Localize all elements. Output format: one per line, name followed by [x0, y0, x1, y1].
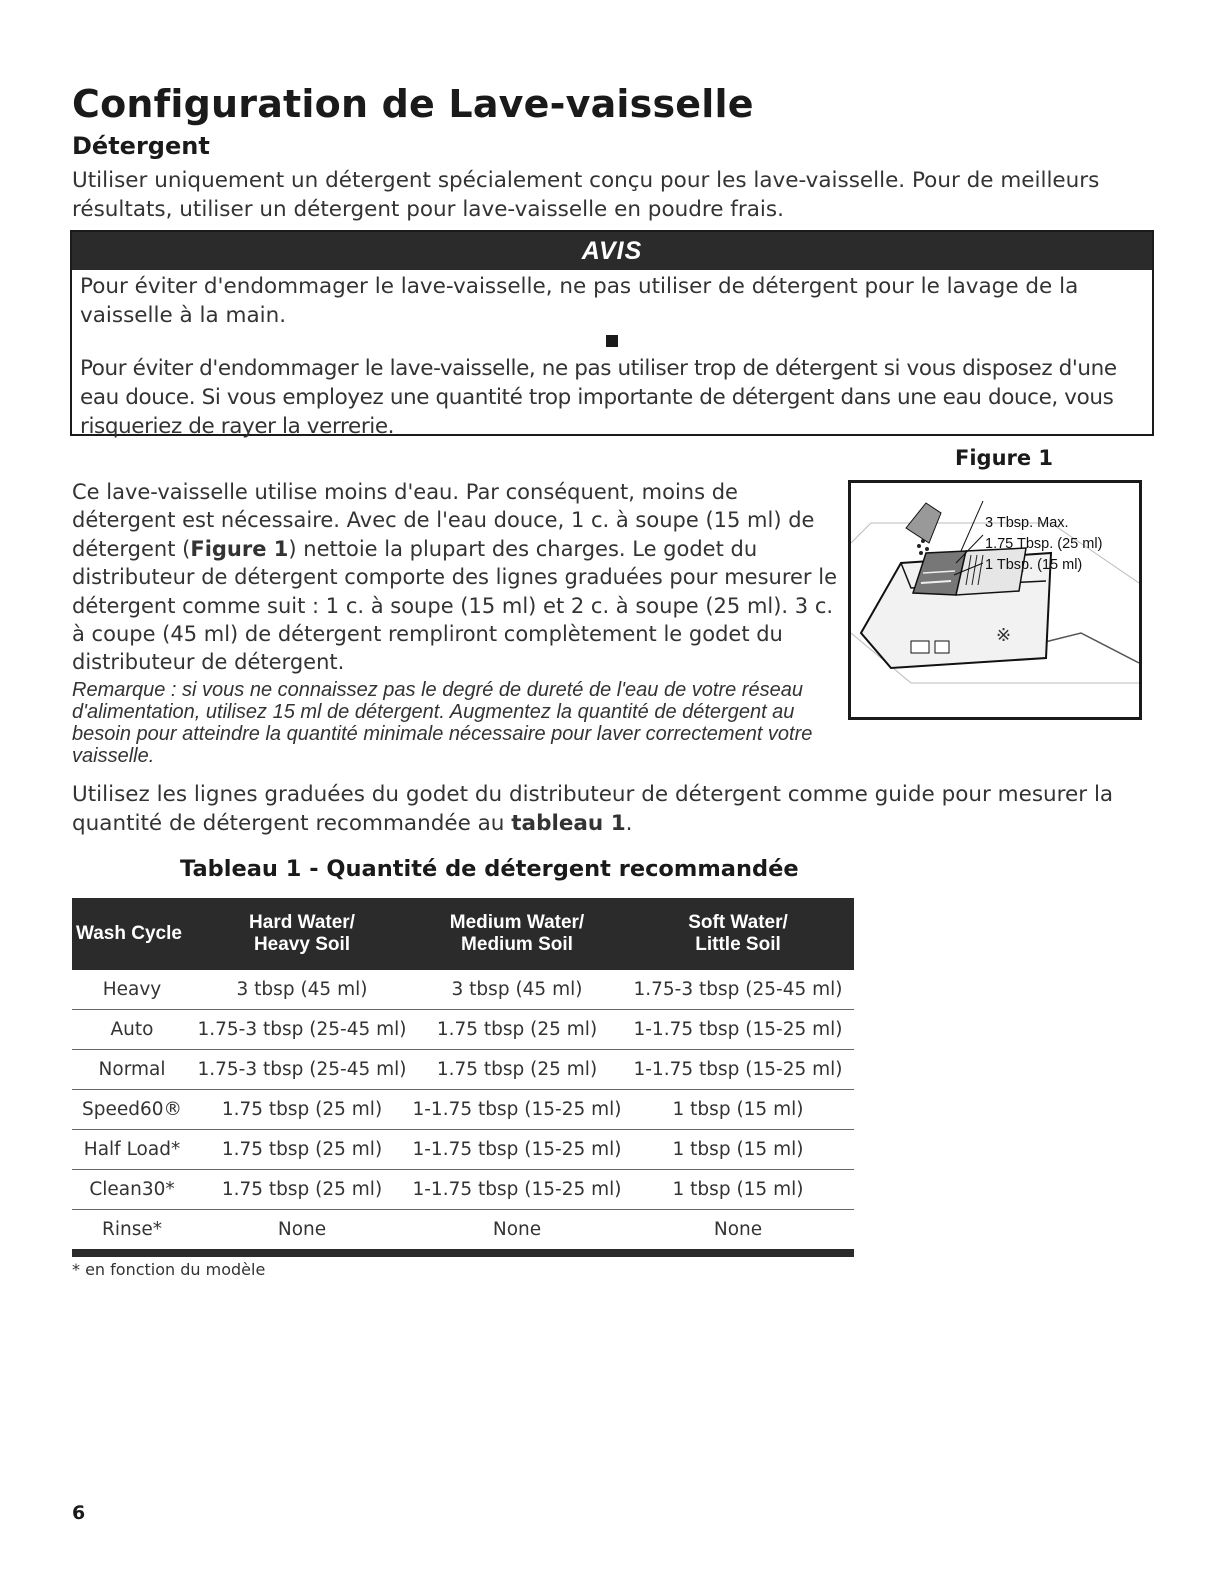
table-row: [72, 1050, 854, 1090]
cell-soft: 1 tbsp (15 ml): [622, 1130, 854, 1170]
cell-medium: None: [492, 1219, 542, 1240]
table-row: [72, 1010, 854, 1050]
figure-reference: Figure 1: [190, 536, 289, 561]
table-header-row: [72, 898, 854, 970]
table-bottom-rule: [72, 1249, 854, 1257]
table-reference-paragraph: [72, 780, 1162, 838]
cell-soft: None: [713, 1219, 763, 1240]
cell-soft: 1 tbsp (15 ml): [622, 1090, 854, 1130]
table-row: [72, 1170, 854, 1210]
intro-paragraph: Utiliser uniquement un détergent spécialement conçu pour les lave-vaisselle. Pour de meilleurs résultats, utiliser un détergent pour lave-vaisselle en poudre frais.: [72, 168, 1100, 222]
figure-line-3: 1 Tbsp. (15 ml): [985, 557, 1083, 573]
cell-soft: 1.75-3 tbsp (25-45 ml): [622, 970, 854, 1010]
body-text-part-1: Ce lave-vaisselle utilise moins d'eau. Par conséquent, moins de détergent est nécessaire. Avec de l'eau douce, 1 c. à soupe (15 ml) de détergent (: [72, 480, 815, 561]
header-medium-water: Medium Water/ Medium Soil: [412, 898, 622, 970]
header-hard-water: Hard Water/ Heavy Soil: [192, 898, 412, 970]
notice-item-2: Pour éviter d'endommager le lave-vaisselle, ne pas utiliser trop de détergent si vous disposez d'une eau douce. Si vous employez une quantité trop importante de détergent dans une eau douce, vous risqueriez de rayer la verrerie.: [80, 356, 1117, 439]
cell-cycle: Clean30*: [72, 1170, 192, 1210]
cell-cycle: Normal: [72, 1050, 192, 1090]
figure-line-2: 1.75 Tbsp. (25 ml): [985, 536, 1103, 552]
figure-1-illustration: [848, 480, 1142, 720]
cell-hard: 1.75 tbsp (25 ml): [192, 1130, 412, 1170]
table-title: Tableau 1 - Quantité de détergent recommandée: [180, 856, 799, 882]
svg-text:※: ※: [996, 625, 1012, 646]
header-soft-water: Soft Water/ Little Soil: [622, 898, 854, 970]
body-text-part-2: ) nettoie la plupart des charges. Le godet du distributeur de détergent comporte des lignes graduées pour mesurer le détergent comme suit : 1 c. à soupe (15 ml) et 2 c. à soupe (25 ml). 3 c. à coupe (45 ml) de détergent rempliront complètement le godet du distributeur de détergent.: [72, 536, 837, 675]
cell-medium: 1-1.75 tbsp (15-25 ml): [412, 1090, 622, 1130]
cell-cycle: Half Load*: [72, 1130, 192, 1170]
cell-hard: 1.75-3 tbsp (25-45 ml): [192, 1050, 412, 1090]
notice-item-1: Pour éviter d'endommager le lave-vaisselle, ne pas utiliser de détergent pour le lavage de la vaisselle à la main.: [80, 274, 1079, 328]
notice-separator: [72, 332, 1152, 354]
table-reference: tableau 1: [511, 811, 626, 836]
body-paragraph: [72, 478, 842, 677]
figure-line-1: 3 Tbsp. Max.: [985, 515, 1069, 531]
table-row: [72, 1210, 854, 1250]
square-bullet-icon: [606, 335, 618, 347]
cell-medium: 1.75 tbsp (25 ml): [412, 1050, 622, 1090]
notice-box: [70, 230, 1154, 439]
cell-cycle: Heavy: [72, 970, 192, 1010]
cell-medium: 1.75 tbsp (25 ml): [412, 1010, 622, 1050]
cell-medium: 1-1.75 tbsp (15-25 ml): [412, 1170, 622, 1210]
detergent-table: [72, 898, 854, 1257]
table-row: [72, 970, 854, 1010]
cell-cycle: Speed60®: [72, 1090, 192, 1130]
page-title: Configuration de Lave-vaisselle: [72, 82, 754, 126]
cell-soft: 1 tbsp (15 ml): [622, 1170, 854, 1210]
cell-soft: 1-1.75 tbsp (15-25 ml): [622, 1050, 854, 1090]
table-row: [72, 1130, 854, 1170]
cell-hard: 1.75 tbsp (25 ml): [192, 1090, 412, 1130]
after-text: Utilisez les lignes graduées du godet du distributeur de détergent comme guide pour mesurer la quantité de détergent recommandée au: [72, 782, 1114, 836]
cell-medium: 3 tbsp (45 ml): [412, 970, 622, 1010]
cell-cycle: Rinse*: [102, 1219, 162, 1240]
figure-label: Figure 1: [955, 446, 1054, 470]
cell-hard: 1.75-3 tbsp (25-45 ml): [192, 1010, 412, 1050]
notice-heading: AVIS: [72, 232, 1152, 270]
cell-medium: 1-1.75 tbsp (15-25 ml): [412, 1130, 622, 1170]
cell-hard: None: [277, 1219, 327, 1240]
after-text-end: .: [625, 811, 633, 836]
detergent-dispenser-drawing: [851, 483, 1139, 717]
footnote: * en fonction du modèle: [72, 1260, 266, 1279]
cell-cycle: Auto: [72, 1010, 192, 1050]
cell-hard: 3 tbsp (45 ml): [192, 970, 412, 1010]
cell-soft: 1-1.75 tbsp (15-25 ml): [622, 1010, 854, 1050]
page-number: 6: [72, 1502, 86, 1524]
cell-hard: 1.75 tbsp (25 ml): [192, 1170, 412, 1210]
table-row: [72, 1090, 854, 1130]
section-title: Détergent: [72, 132, 210, 160]
header-wash-cycle: Wash Cycle: [72, 898, 192, 970]
remark-note: Remarque : si vous ne connaissez pas le degré de dureté de l'eau de votre réseau d'alimentation, utilisez 15 ml de détergent. Augmentez la quantité de détergent au besoin pour atteindre la quantité minimale nécessaire pour laver correctement votre vaisselle.: [72, 679, 813, 767]
